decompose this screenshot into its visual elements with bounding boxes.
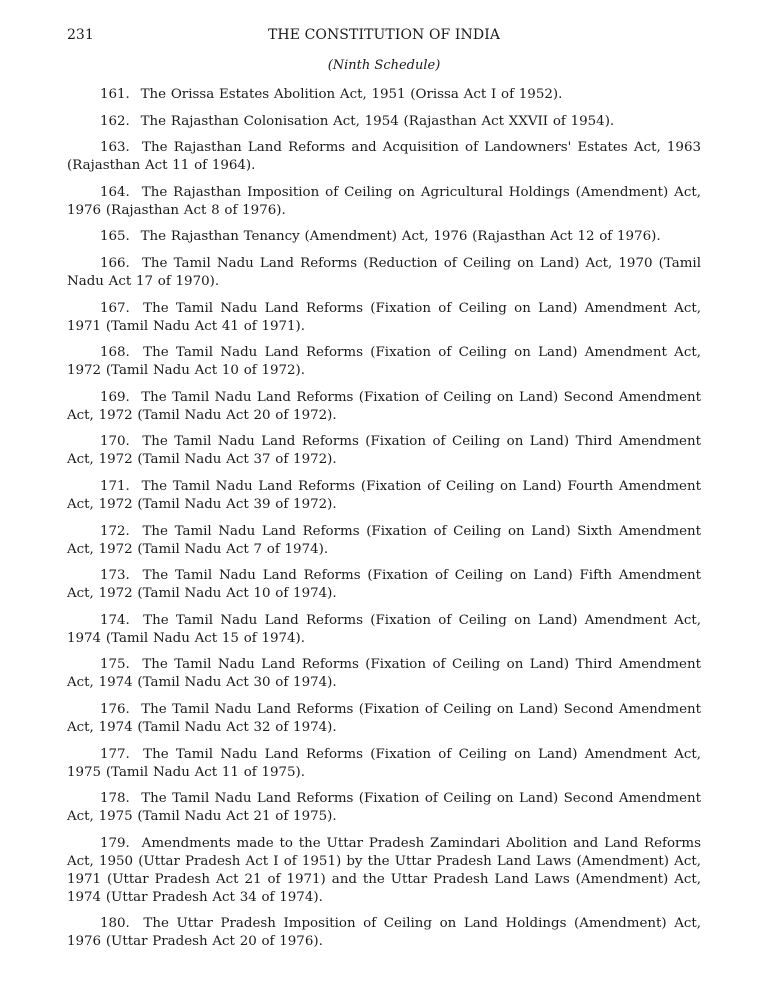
entry-text: The Tamil Nadu Land Reforms (Fixation of Ceiling on Land) Third Amendment Act, 1972 (Tamil Nadu Act 37 of 1972). xyxy=(67,434,701,468)
entry-number: 163. xyxy=(100,140,130,156)
entry-number: 179. xyxy=(100,835,130,851)
schedule-subtitle: (Ninth Schedule) xyxy=(327,58,441,73)
entry-text: The Rajasthan Land Reforms and Acquisition of Landowners' Estates Act, 1963 (Rajasthan Act 11 of 1964). xyxy=(67,140,701,174)
schedule-entries xyxy=(67,86,701,960)
entry-number: 169. xyxy=(100,389,130,405)
entry-text: The Tamil Nadu Land Reforms (Fixation of Ceiling on Land) Amendment Act, 1972 (Tamil Nadu Act 10 of 1972). xyxy=(67,345,701,379)
entry-number: 172. xyxy=(100,523,130,539)
entry-text: The Tamil Nadu Land Reforms (Fixation of Ceiling on Land) Amendment Act, 1971 (Tamil Nadu Act 41 of 1971). xyxy=(67,300,701,334)
schedule-entry xyxy=(67,433,701,469)
entry-number: 174. xyxy=(100,612,130,628)
entry-text: The Rajasthan Imposition of Ceiling on Agricultural Holdings (Amendment) Act, 1976 (Rajasthan Act 8 of 1976). xyxy=(67,184,701,218)
schedule-entry xyxy=(67,790,701,826)
entry-text: The Uttar Pradesh Imposition of Ceiling on Land Holdings (Amendment) Act, 1976 (Uttar Pradesh Act 20 of 1976). xyxy=(67,916,701,950)
schedule-entry xyxy=(67,300,701,336)
entry-text: The Tamil Nadu Land Reforms (Reduction of Ceiling on Land) Act, 1970 (Tamil Nadu Act 17 of 1970). xyxy=(67,255,701,289)
entry-text: The Tamil Nadu Land Reforms (Fixation of Ceiling on Land) Third Amendment Act, 1974 (Tamil Nadu Act 30 of 1974). xyxy=(67,657,701,691)
entry-text: The Tamil Nadu Land Reforms (Fixation of Ceiling on Land) Second Amendment Act, 1974 (Tamil Nadu Act 32 of 1974). xyxy=(67,701,701,735)
schedule-entry xyxy=(67,835,701,907)
schedule-entry xyxy=(67,184,701,220)
schedule-entry xyxy=(67,478,701,514)
schedule-entry xyxy=(67,746,701,782)
entry-number: 173. xyxy=(100,568,130,584)
entry-text: The Orissa Estates Abolition Act, 1951 (Orissa Act I of 1952). xyxy=(140,87,563,102)
entry-text: The Tamil Nadu Land Reforms (Fixation of Ceiling on Land) Sixth Amendment Act, 1972 (Tamil Nadu Act 7 of 1974). xyxy=(67,523,701,557)
entry-text: The Tamil Nadu Land Reforms (Fixation of Ceiling on Land) Amendment Act, 1975 (Tamil Nadu Act 11 of 1975). xyxy=(67,746,701,780)
schedule-entry xyxy=(67,139,701,175)
schedule-entry xyxy=(67,656,701,692)
page-header xyxy=(67,0,701,43)
schedule-entry xyxy=(67,915,701,951)
schedule-entry xyxy=(67,701,701,737)
page-title: THE CONSTITUTION OF INDIA xyxy=(267,27,501,43)
entry-text: The Tamil Nadu Land Reforms (Fixation of Ceiling on Land) Fourth Amendment Act, 1972 (Tamil Nadu Act 39 of 1972). xyxy=(67,478,701,512)
schedule-entry xyxy=(67,113,701,131)
document-page xyxy=(67,0,701,950)
entry-text: The Rajasthan Colonisation Act, 1954 (Rajasthan Act XXVII of 1954). xyxy=(140,113,615,129)
page-number: 231 xyxy=(67,27,94,43)
entry-number: 175. xyxy=(100,657,130,673)
entry-number: 164. xyxy=(100,184,130,200)
entry-text: Amendments made to the Uttar Pradesh Zamindari Abolition and Land Reforms Act, 1950 (Uttar Pradesh Act I of 1951) by the Uttar Pradesh Land Laws (Amendment) Act, 1971 (Uttar Pradesh Act 21 of 1971) and the Uttar Pradesh Land Laws (Amendment) Act, 1974 (Uttar Pradesh Act 34 of 1974). xyxy=(67,835,701,905)
entry-text: The Rajasthan Tenancy (Amendment) Act, 1976 (Rajasthan Act 12 of 1976). xyxy=(140,229,661,245)
entry-number: 171. xyxy=(100,478,130,494)
entry-number: 170. xyxy=(100,434,130,450)
schedule-entry xyxy=(67,86,701,104)
entry-number: 161. xyxy=(100,87,130,102)
entry-text: The Tamil Nadu Land Reforms (Fixation of Ceiling on Land) Fifth Amendment Act, 1972 (Tamil Nadu Act 10 of 1974). xyxy=(67,568,701,602)
entry-number: 165. xyxy=(100,229,130,245)
schedule-entry xyxy=(67,228,701,246)
entry-number: 167. xyxy=(100,300,130,316)
entry-text: The Tamil Nadu Land Reforms (Fixation of Ceiling on Land) Second Amendment Act, 1975 (Tamil Nadu Act 21 of 1975). xyxy=(67,791,701,825)
entry-number: 178. xyxy=(100,791,130,807)
schedule-entry xyxy=(67,344,701,380)
entry-number: 177. xyxy=(100,746,130,762)
entry-number: 166. xyxy=(100,255,130,271)
schedule-entry xyxy=(67,567,701,603)
entry-number: 168. xyxy=(100,345,130,361)
entry-number: 176. xyxy=(100,701,130,717)
entry-number: 180. xyxy=(100,916,130,932)
entry-text: The Tamil Nadu Land Reforms (Fixation of Ceiling on Land) Amendment Act, 1974 (Tamil Nadu Act 15 of 1974). xyxy=(67,612,701,646)
schedule-entry xyxy=(67,389,701,425)
schedule-entry xyxy=(67,612,701,648)
schedule-entry xyxy=(67,523,701,559)
schedule-entry xyxy=(67,255,701,291)
entry-number: 162. xyxy=(100,113,130,129)
entry-text: The Tamil Nadu Land Reforms (Fixation of Ceiling on Land) Second Amendment Act, 1972 (Tamil Nadu Act 20 of 1972). xyxy=(67,389,701,423)
